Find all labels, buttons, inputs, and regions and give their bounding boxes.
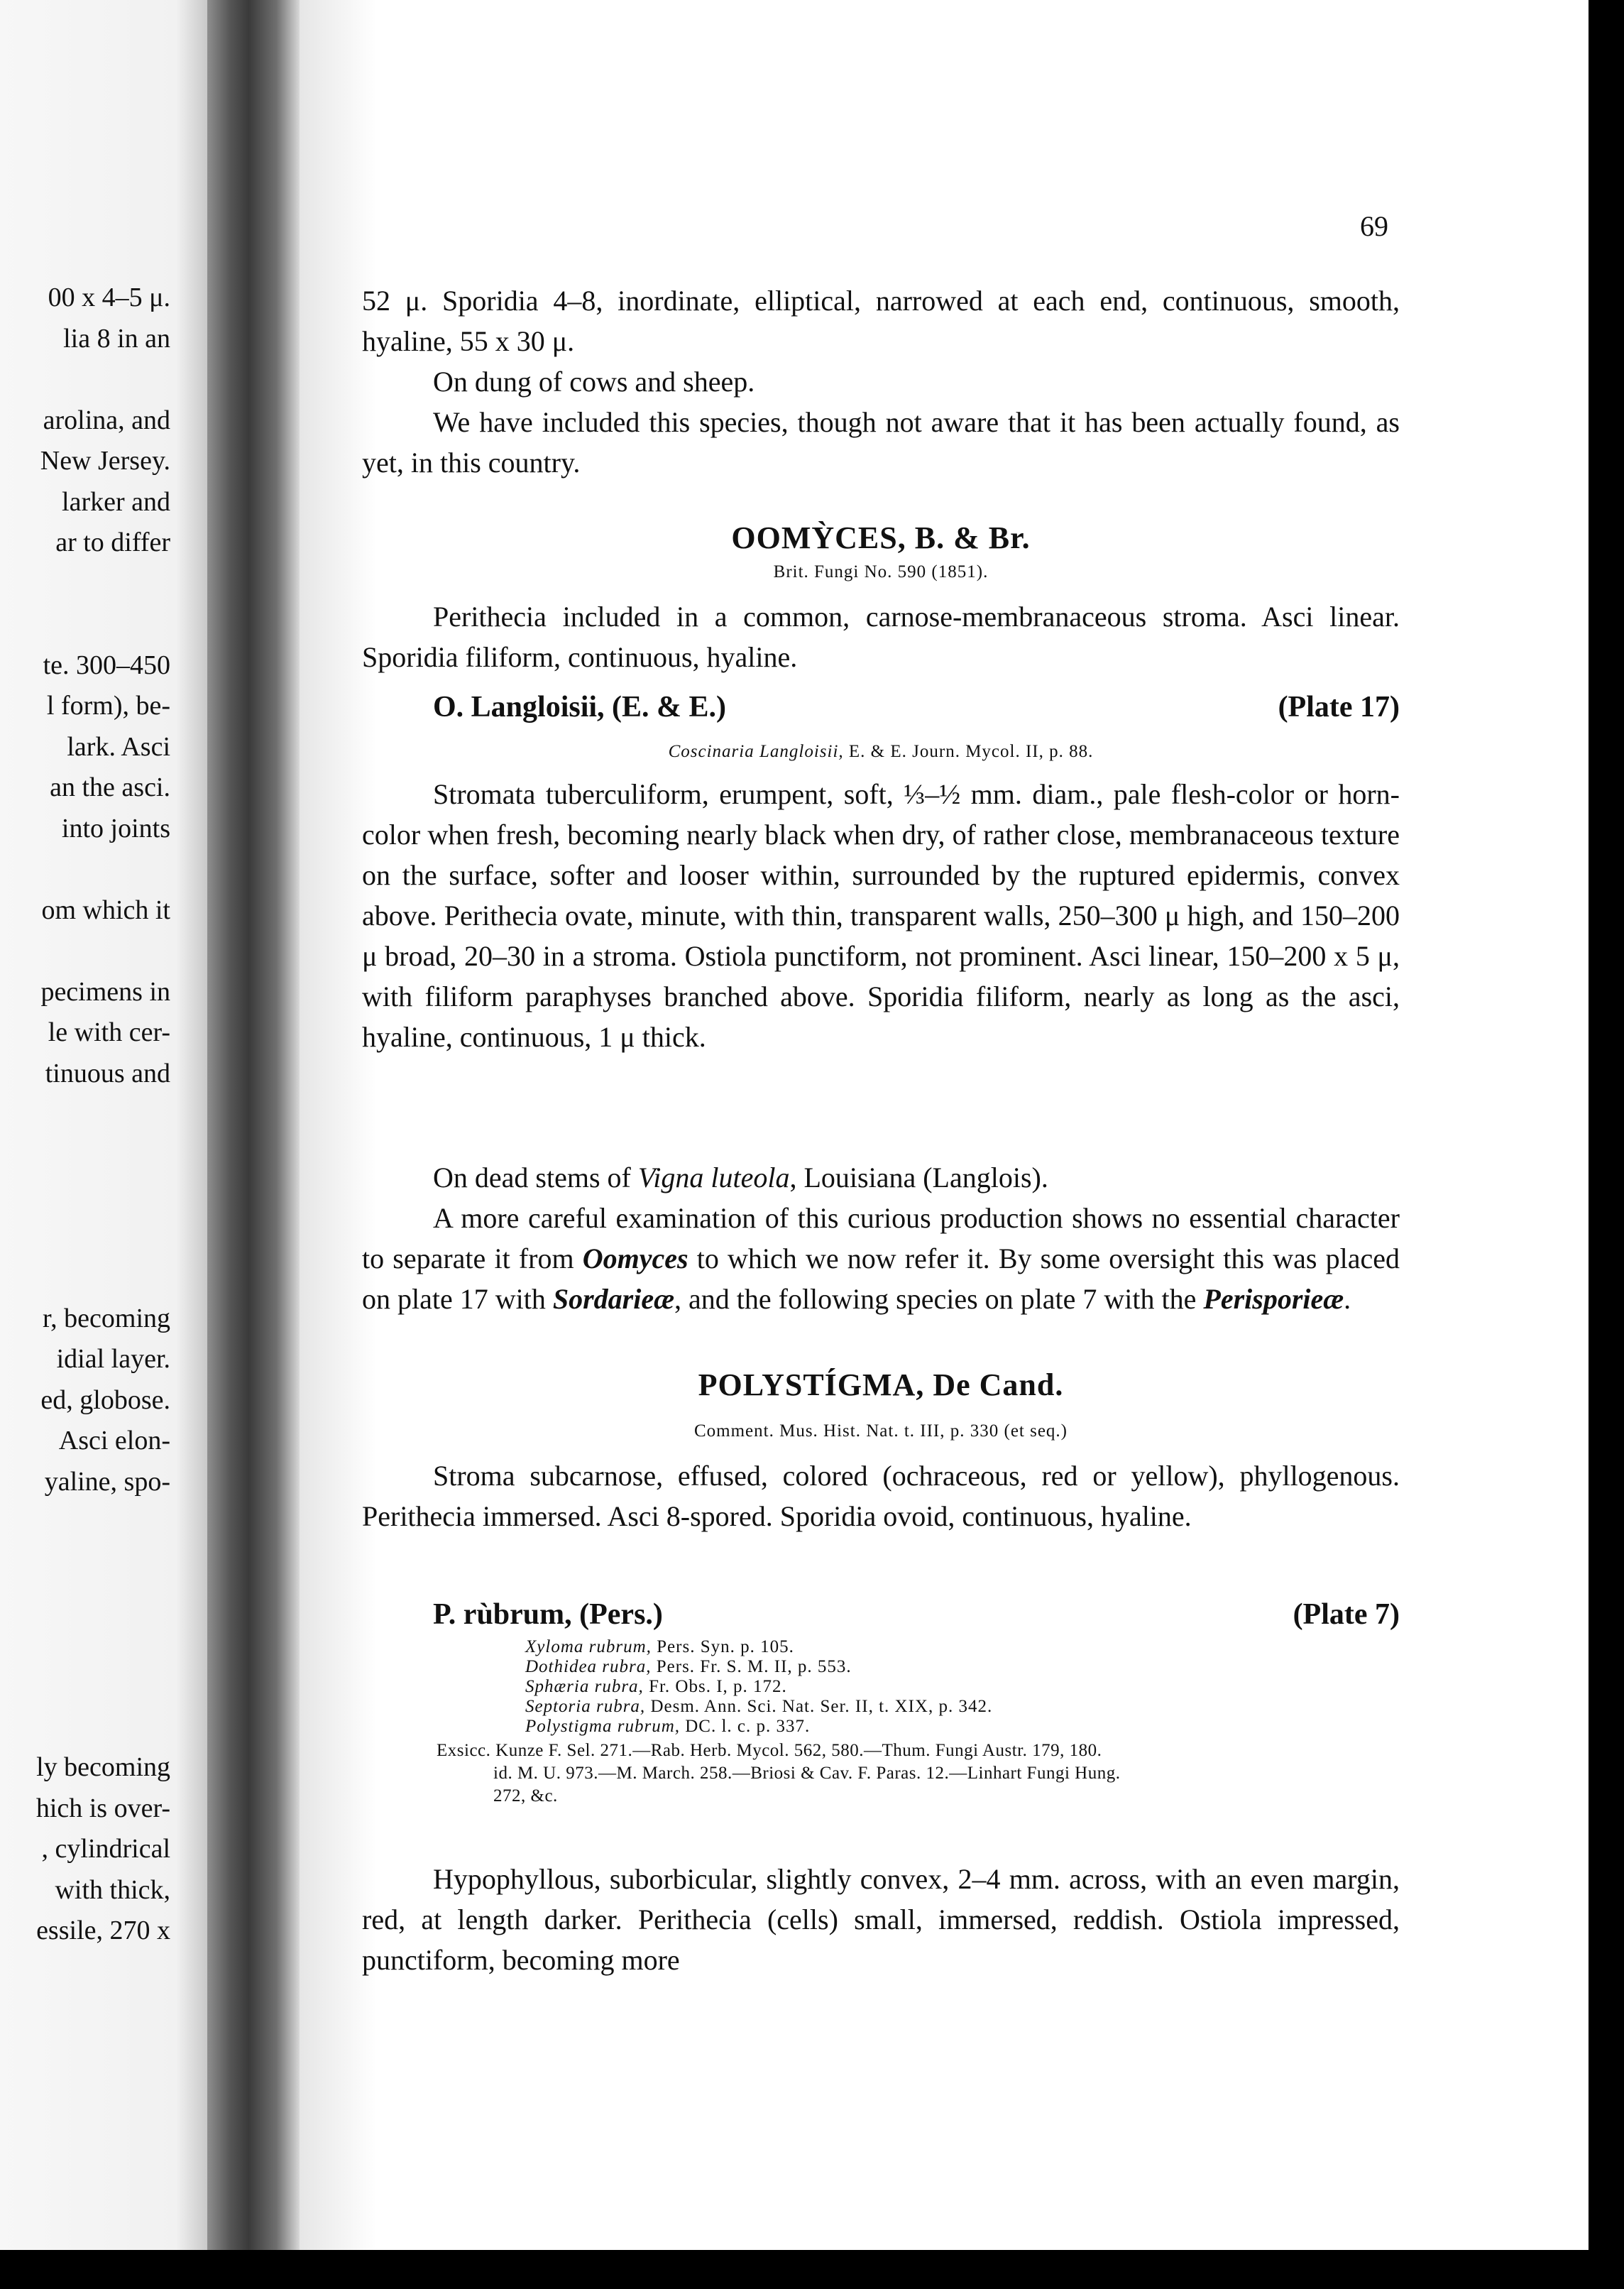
synonym-list-rubrum xyxy=(525,1637,992,1737)
genus-heading-polystigma: POLYSTÍGMA, De Cand. xyxy=(698,1367,1064,1402)
habitat-host: Vigna luteola xyxy=(637,1162,790,1193)
species-name-langloisii: O. Langloisii, (E. & E.) xyxy=(433,691,727,723)
left-page-fragment: te. 300–450 xyxy=(43,650,170,680)
left-page-fragment: lia 8 in an xyxy=(63,323,170,354)
left-page-fragment: , cylindrical xyxy=(41,1834,170,1864)
left-page-edge xyxy=(0,0,207,2251)
genus-description-oomyces: Perithecia included in a common, carnose-membranaceous stroma. Asci linear. Sporidia filiform, continuous, hyaline. xyxy=(362,601,1400,673)
left-page-fragment: pecimens in xyxy=(40,976,170,1007)
plate-ref-rubrum: (Plate 7) xyxy=(1293,1598,1400,1631)
left-page-fragment: ar to differ xyxy=(55,528,170,557)
left-page-fragment: larker and xyxy=(62,486,170,517)
note-sordarieae: Sordarieæ xyxy=(552,1283,674,1315)
synonym-genus: Dothidea rubra, xyxy=(525,1657,652,1676)
top-paragraph-habitat: On dung of cows and sheep. xyxy=(433,366,755,398)
genus-heading-oomyces: OOMỲCES, B. & Br. xyxy=(731,520,1031,555)
note-perisporieae: Perisporieæ xyxy=(1203,1283,1344,1315)
synonym-citation: Fr. Obs. I, p. 172. xyxy=(643,1677,787,1696)
synonym-line xyxy=(525,1637,992,1657)
synonym-langloisii-citation: E. & E. Journ. Mycol. II, p. 88. xyxy=(843,742,1094,761)
left-page-fragment: om which it xyxy=(41,895,170,925)
synonym-genus: Septoria rubra, xyxy=(525,1697,646,1716)
note-part-4: . xyxy=(1344,1283,1351,1315)
synonym-langloisii-genus: Coscinaria Langloisii, xyxy=(668,742,844,761)
scan-border-right xyxy=(1589,0,1624,2289)
synonym-genus: Polystigma rubrum, xyxy=(525,1717,680,1736)
habitat-locality: , Louisiana (Langlois). xyxy=(789,1162,1048,1193)
left-page-fragment: 00 x 4–5 μ. xyxy=(48,283,170,312)
genus-reference-oomyces: Brit. Fungi No. 590 (1851). xyxy=(773,562,989,581)
left-page-fragment: tinuous and xyxy=(45,1058,170,1088)
left-page-fragment: into joints xyxy=(61,813,170,843)
synonym-genus: Sphæria rubra, xyxy=(525,1677,644,1696)
species-habitat-langloisii xyxy=(362,1157,1400,1198)
page-number: 69 xyxy=(1360,210,1388,242)
left-page-fragment: New Jersey. xyxy=(40,446,170,476)
note-part-3: , and the following species on plate 7 with the xyxy=(674,1283,1204,1315)
synonym-genus: Xyloma rubrum, xyxy=(525,1637,652,1656)
species-note-langloisii xyxy=(362,1198,1400,1319)
note-part-2: to which we now refer it. By some oversight this was placed on plate 17 with xyxy=(362,1242,1400,1315)
left-page-fragment: ed, globose. xyxy=(40,1384,170,1415)
top-paragraph-note: We have included this species, though not aware that it has been actually found, as yet, in this country. xyxy=(362,406,1400,479)
species-description-rubrum: Hypophyllous, suborbicular, slightly convex, 2–4 mm. across, with an even margin, red, at length darker. Perithecia (cells) small, immersed, reddish. Ostiola impressed, punctiform, becoming more xyxy=(362,1863,1400,1976)
exsiccatae-line: id. M. U. 973.—M. March. 258.—Briosi & Cav. F. Paras. 12.—Linhart Fungi Hung. xyxy=(493,1764,1121,1783)
synonym-line xyxy=(525,1697,992,1717)
left-page-fragment: idial layer. xyxy=(56,1344,170,1374)
exsiccatae-line: Exsicc. Kunze F. Sel. 271.—Rab. Herb. Mycol. 562, 580.—Thum. Fungi Austr. 179, 180. xyxy=(437,1741,1102,1760)
synonym-line xyxy=(525,1717,992,1737)
genus-description-polystigma: Stroma subcarnose, effused, colored (ochraceous, red or yellow), phyllogenous. Perithecia immersed. Asci 8-spored. Sporidia ovoid, continuous, hyaline. xyxy=(362,1460,1400,1532)
synonym-line xyxy=(525,1657,992,1677)
left-page-fragment: hich is over- xyxy=(35,1793,170,1823)
exsiccatae-rubrum xyxy=(437,1739,1402,1808)
synonym-citation: Desm. Ann. Sci. Nat. Ser. II, t. XIX, p. 342. xyxy=(645,1697,993,1716)
scan-border-bottom xyxy=(0,2250,1624,2289)
top-paragraph-sporidia: 52 μ. Sporidia 4–8, inordinate, elliptical, narrowed at each end, continuous, smooth, hyaline, 55 x 30 μ. xyxy=(362,285,1400,357)
species-row-langloisii xyxy=(433,690,1400,724)
left-page-fragment: yaline, spo- xyxy=(44,1466,170,1497)
left-page-fragment: ly becoming xyxy=(36,1752,170,1782)
synonym-citation: Pers. Fr. S. M. II, p. 553. xyxy=(651,1657,852,1676)
left-page-fragment: lark. Asci xyxy=(67,731,170,762)
note-part-1: A more careful examination of this curious production shows no essential character to separate it from xyxy=(362,1202,1400,1274)
habitat-prefix: On dead stems of xyxy=(433,1162,638,1193)
synonym-citation: Pers. Syn. p. 105. xyxy=(651,1637,794,1656)
left-page-fragment: l form), be- xyxy=(46,691,170,721)
note-oomyces: Oomyces xyxy=(582,1242,688,1274)
genus-reference-polystigma: Comment. Mus. Hist. Nat. t. III, p. 330 (et seq.) xyxy=(693,1421,1068,1441)
exsiccatae-line: 272, &c. xyxy=(493,1786,558,1805)
left-page-fragment: with thick, xyxy=(55,1874,170,1905)
left-page-fragment: r, becoming xyxy=(43,1303,170,1333)
left-page-fragment: arolina, and xyxy=(43,405,170,435)
left-page-fragment: essile, 270 x xyxy=(36,1916,170,1945)
left-page-fragment: le with cer- xyxy=(48,1017,170,1047)
left-page-fragment: an the asci. xyxy=(50,772,170,802)
species-description-langloisii: Stromata tuberculiform, erumpent, soft, ⅓–½ mm. diam., pale flesh-color or horn-color when fresh, becoming nearly black when dry, of rather close, membranaceous texture on the surface, softer and looser within, surrounded by the ruptured epidermis, convex above. Perithecia ovate, minute, with thin, transparent walls, 250–300 μ high, and 150–200 μ broad, 20–30 in a stroma. Ostiola punctiform, not prominent. Asci linear, 150–200 x 5 μ, with filiform paraphyses branched above. Sporidia filiform, nearly as long as the asci, hyaline, continuous, 1 μ thick. xyxy=(362,778,1400,1053)
plate-ref-langloisii: (Plate 17) xyxy=(1278,691,1400,723)
species-row-rubrum xyxy=(433,1597,1400,1632)
synonym-langloisii xyxy=(362,742,1400,762)
synonym-citation: DC. l. c. p. 337. xyxy=(680,1717,811,1736)
synonym-line xyxy=(525,1677,992,1697)
top-paragraph xyxy=(362,280,1400,483)
species-name-rubrum: P. rùbrum, (Pers.) xyxy=(433,1598,663,1631)
left-page-fragment: Asci elon- xyxy=(58,1426,170,1455)
book-gutter xyxy=(207,0,300,2251)
